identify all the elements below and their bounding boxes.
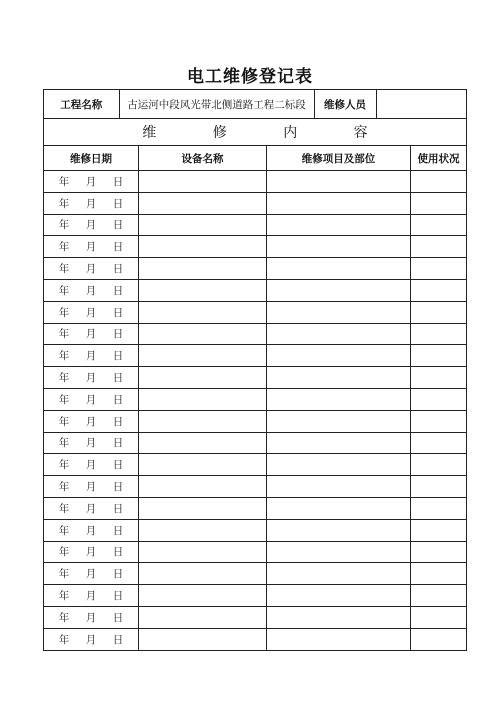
- date-year-label: 年: [58, 197, 70, 210]
- repair-item-cell[interactable]: [267, 301, 411, 323]
- date-day-label: 日: [112, 350, 124, 363]
- date-cell[interactable]: [44, 279, 139, 301]
- equipment-cell[interactable]: [139, 563, 267, 585]
- date-cell[interactable]: [44, 454, 139, 476]
- equipment-cell[interactable]: [139, 410, 267, 432]
- repair-item-cell[interactable]: [267, 497, 411, 519]
- date-day-label: 日: [112, 306, 124, 319]
- personnel-label: 维修人员: [314, 90, 376, 118]
- date-day-label: 日: [112, 372, 124, 385]
- date-month-label: 月: [85, 415, 97, 428]
- date-year-label: 年: [58, 459, 70, 472]
- date-cell[interactable]: [44, 497, 139, 519]
- date-cell[interactable]: [44, 432, 139, 454]
- date-cell[interactable]: [44, 236, 139, 258]
- repair-item-cell[interactable]: [267, 171, 411, 193]
- date-cell[interactable]: [44, 628, 139, 650]
- date-year-label: 年: [58, 350, 70, 363]
- date-year-label: 年: [58, 219, 70, 232]
- equipment-cell[interactable]: [139, 606, 267, 628]
- date-cell[interactable]: [44, 563, 139, 585]
- date-year-label: 年: [58, 306, 70, 319]
- date-day-label: 日: [112, 611, 124, 624]
- equipment-cell[interactable]: [139, 236, 267, 258]
- date-cell[interactable]: [44, 410, 139, 432]
- equipment-cell[interactable]: [139, 454, 267, 476]
- repair-item-cell[interactable]: [267, 476, 411, 498]
- date-month-label: 月: [85, 393, 97, 406]
- repair-item-cell[interactable]: [267, 214, 411, 236]
- date-day-label: 日: [112, 568, 124, 581]
- date-day-label: 日: [112, 284, 124, 297]
- status-cell[interactable]: [411, 497, 467, 519]
- date-day-label: 日: [112, 415, 124, 428]
- date-month-label: 月: [85, 328, 97, 341]
- table-row: [44, 301, 467, 323]
- date-month-label: 月: [85, 590, 97, 603]
- status-cell[interactable]: [411, 301, 467, 323]
- date-day-label: 日: [112, 524, 124, 537]
- table-row: [44, 563, 467, 585]
- equipment-cell[interactable]: [139, 476, 267, 498]
- status-cell[interactable]: [411, 323, 467, 345]
- table-row: [44, 258, 467, 280]
- date-cell[interactable]: [44, 192, 139, 214]
- date-year-label: 年: [58, 241, 70, 254]
- repair-item-cell[interactable]: [267, 541, 411, 563]
- status-cell[interactable]: [411, 563, 467, 585]
- equipment-cell[interactable]: [139, 519, 267, 541]
- date-year-label: 年: [58, 568, 70, 581]
- table-row: [44, 171, 467, 193]
- table-row: [44, 454, 467, 476]
- col-header-repair-item: 维修项目及部位: [267, 146, 411, 171]
- date-month-label: 月: [85, 219, 97, 232]
- repair-item-cell[interactable]: [267, 367, 411, 389]
- date-year-label: 年: [58, 393, 70, 406]
- date-year-label: 年: [58, 481, 70, 494]
- project-info-cell: [44, 90, 467, 119]
- date-month-label: 月: [85, 546, 97, 559]
- status-cell[interactable]: [411, 606, 467, 628]
- date-month-label: 月: [85, 633, 97, 646]
- date-day-label: 日: [112, 459, 124, 472]
- project-name-label: 工程名称: [44, 90, 119, 118]
- table-row: [44, 214, 467, 236]
- date-month-label: 月: [85, 175, 97, 188]
- date-day-label: 日: [112, 263, 124, 276]
- repair-item-cell[interactable]: [267, 279, 411, 301]
- status-cell[interactable]: [411, 432, 467, 454]
- status-cell[interactable]: [411, 192, 467, 214]
- date-day-label: 日: [112, 219, 124, 232]
- equipment-cell[interactable]: [139, 323, 267, 345]
- repair-item-cell[interactable]: [267, 388, 411, 410]
- date-year-label: 年: [58, 372, 70, 385]
- date-month-label: 月: [85, 284, 97, 297]
- form-title: 电工维修登记表: [187, 67, 313, 87]
- repair-item-cell[interactable]: [267, 192, 411, 214]
- status-cell[interactable]: [411, 258, 467, 280]
- table-row: [44, 497, 467, 519]
- column-header-row: [44, 146, 467, 171]
- col-header-equipment: 设备名称: [139, 146, 267, 171]
- equipment-cell[interactable]: [139, 301, 267, 323]
- date-day-label: 日: [112, 502, 124, 515]
- equipment-cell[interactable]: [139, 388, 267, 410]
- repair-item-cell[interactable]: [267, 519, 411, 541]
- project-name-value[interactable]: 古运河中段风光带北侧道路工程二标段: [119, 90, 314, 118]
- status-cell[interactable]: [411, 214, 467, 236]
- status-cell[interactable]: [411, 367, 467, 389]
- date-year-label: 年: [58, 263, 70, 276]
- date-month-label: 月: [85, 524, 97, 537]
- table-row: [44, 585, 467, 607]
- equipment-cell[interactable]: [139, 171, 267, 193]
- table-row: [44, 410, 467, 432]
- date-year-label: 年: [58, 502, 70, 515]
- date-month-label: 月: [85, 306, 97, 319]
- table-row: [44, 192, 467, 214]
- repair-item-cell[interactable]: [267, 628, 411, 650]
- status-cell[interactable]: [411, 279, 467, 301]
- table-row: [44, 476, 467, 498]
- repair-item-cell[interactable]: [267, 432, 411, 454]
- date-day-label: 日: [112, 633, 124, 646]
- date-day-label: 日: [112, 175, 124, 188]
- date-day-label: 日: [112, 481, 124, 494]
- table-row: [44, 323, 467, 345]
- date-year-label: 年: [58, 328, 70, 341]
- equipment-cell[interactable]: [139, 279, 267, 301]
- date-year-label: 年: [58, 415, 70, 428]
- table-row: [44, 279, 467, 301]
- status-cell[interactable]: [411, 345, 467, 367]
- status-cell[interactable]: [411, 519, 467, 541]
- date-month-label: 月: [85, 350, 97, 363]
- section-header-row: [44, 119, 467, 146]
- date-year-label: 年: [58, 175, 70, 188]
- table-row: [44, 345, 467, 367]
- date-day-label: 日: [112, 393, 124, 406]
- col-header-date: 维修日期: [44, 146, 139, 171]
- status-cell[interactable]: [411, 628, 467, 650]
- repair-item-cell[interactable]: [267, 323, 411, 345]
- date-cell[interactable]: [44, 301, 139, 323]
- repair-item-cell[interactable]: [267, 236, 411, 258]
- status-cell[interactable]: [411, 171, 467, 193]
- date-month-label: 月: [85, 502, 97, 515]
- repair-item-cell[interactable]: [267, 606, 411, 628]
- date-month-label: 月: [85, 241, 97, 254]
- date-cell[interactable]: [44, 258, 139, 280]
- date-cell[interactable]: [44, 214, 139, 236]
- date-year-label: 年: [58, 633, 70, 646]
- date-month-label: 月: [85, 263, 97, 276]
- repair-item-cell[interactable]: [267, 585, 411, 607]
- date-day-label: 日: [112, 241, 124, 254]
- maintenance-log-table: [43, 89, 467, 651]
- date-day-label: 日: [112, 328, 124, 341]
- date-day-label: 日: [112, 590, 124, 603]
- personnel-value[interactable]: [376, 90, 466, 118]
- date-year-label: 年: [58, 611, 70, 624]
- status-cell[interactable]: [411, 476, 467, 498]
- section-title: 维 修 内 容: [44, 119, 467, 146]
- table-row: [44, 432, 467, 454]
- status-cell[interactable]: [411, 388, 467, 410]
- date-cell[interactable]: [44, 519, 139, 541]
- date-cell[interactable]: [44, 367, 139, 389]
- date-cell[interactable]: [44, 476, 139, 498]
- table-row: [44, 367, 467, 389]
- date-cell[interactable]: [44, 345, 139, 367]
- date-year-label: 年: [58, 284, 70, 297]
- date-month-label: 月: [85, 481, 97, 494]
- date-month-label: 月: [85, 437, 97, 450]
- equipment-cell[interactable]: [139, 345, 267, 367]
- status-cell[interactable]: [411, 236, 467, 258]
- status-cell[interactable]: [411, 454, 467, 476]
- equipment-cell[interactable]: [139, 432, 267, 454]
- date-cell[interactable]: [44, 585, 139, 607]
- date-cell[interactable]: [44, 388, 139, 410]
- project-info-row: [44, 90, 467, 119]
- table-row: [44, 519, 467, 541]
- date-year-label: 年: [58, 590, 70, 603]
- equipment-cell[interactable]: [139, 628, 267, 650]
- date-year-label: 年: [58, 546, 70, 559]
- repair-item-cell[interactable]: [267, 258, 411, 280]
- equipment-cell[interactable]: [139, 214, 267, 236]
- repair-item-cell[interactable]: [267, 563, 411, 585]
- date-month-label: 月: [85, 372, 97, 385]
- date-year-label: 年: [58, 524, 70, 537]
- date-day-label: 日: [112, 546, 124, 559]
- table-row: [44, 236, 467, 258]
- equipment-cell[interactable]: [139, 541, 267, 563]
- status-cell[interactable]: [411, 410, 467, 432]
- date-cell[interactable]: [44, 323, 139, 345]
- col-header-status: 使用状况: [411, 146, 467, 171]
- equipment-cell[interactable]: [139, 192, 267, 214]
- table-row: [44, 541, 467, 563]
- date-month-label: 月: [85, 611, 97, 624]
- status-cell[interactable]: [411, 585, 467, 607]
- date-day-label: 日: [112, 197, 124, 210]
- table-row: [44, 606, 467, 628]
- date-cell[interactable]: [44, 606, 139, 628]
- equipment-cell[interactable]: [139, 258, 267, 280]
- repair-item-cell[interactable]: [267, 345, 411, 367]
- table-row: [44, 388, 467, 410]
- repair-item-cell[interactable]: [267, 410, 411, 432]
- table-row: [44, 628, 467, 650]
- equipment-cell[interactable]: [139, 367, 267, 389]
- date-month-label: 月: [85, 568, 97, 581]
- equipment-cell[interactable]: [139, 497, 267, 519]
- date-month-label: 月: [85, 197, 97, 210]
- date-day-label: 日: [112, 437, 124, 450]
- date-year-label: 年: [58, 437, 70, 450]
- status-cell[interactable]: [411, 541, 467, 563]
- date-month-label: 月: [85, 459, 97, 472]
- equipment-cell[interactable]: [139, 585, 267, 607]
- date-cell[interactable]: [44, 541, 139, 563]
- date-cell[interactable]: [44, 171, 139, 193]
- repair-item-cell[interactable]: [267, 454, 411, 476]
